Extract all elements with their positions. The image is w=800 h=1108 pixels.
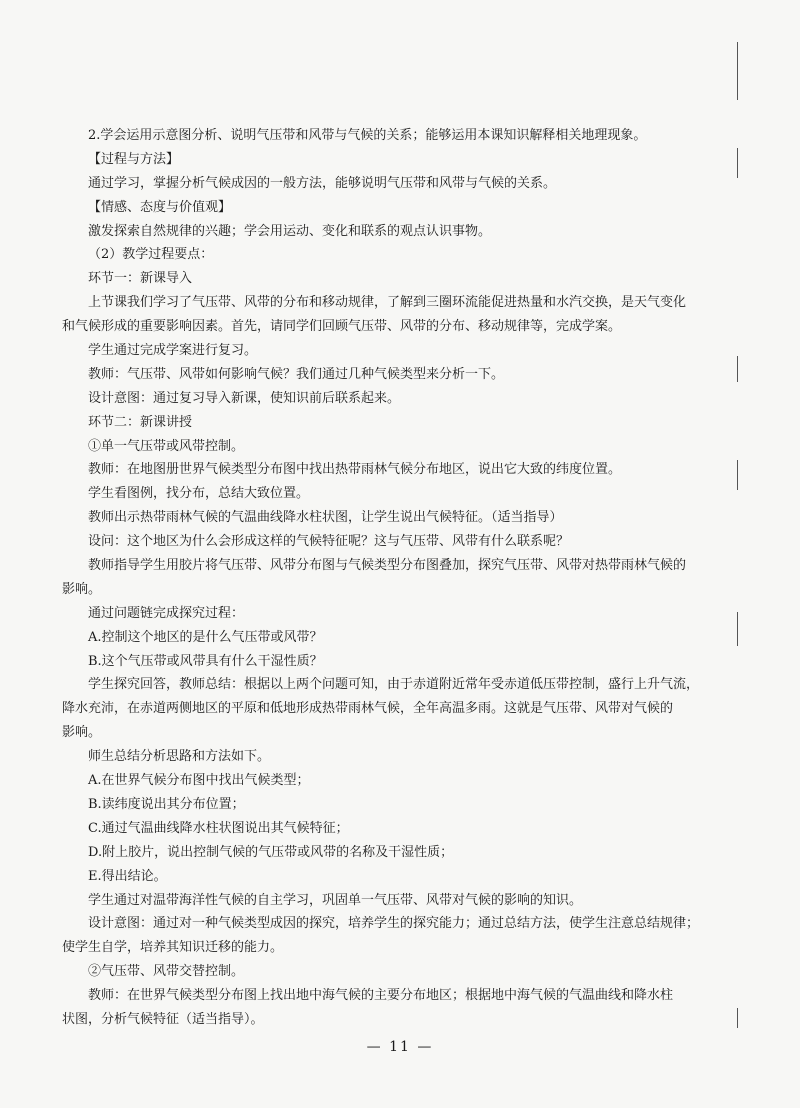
text-line: 学生探究回答，教师总结：根据以上两个问题可知，由于赤道附近常年受赤道低压带控制，盛行上升气流， — [88, 677, 700, 693]
text-line: 通过问题链完成探究过程： — [88, 605, 245, 621]
scan-mark — [737, 356, 738, 382]
text-line: 环节二：新课讲授 — [88, 414, 193, 430]
page-number: — 11 — — [366, 1039, 434, 1055]
text-line: 设计意图：通过对一种气候类型成因的探究，培养学生的探究能力；通过总结方法，使学生注意总结规律； — [88, 916, 700, 932]
text-line: E.得出结论。 — [88, 868, 167, 884]
text-line: B.读纬度说出其分布位置； — [88, 796, 245, 812]
text-line: B.这个气压带或风带具有什么干湿性质？ — [88, 653, 323, 669]
text-line: 使学生自学，培养其知识迁移的能力。 — [62, 940, 284, 956]
text-line: C.通过气温曲线降水柱状图说出其气候特征； — [88, 820, 349, 836]
text-line: 教师：气压带、风带如何影响气候？我们通过几种气候类型来分析一下。 — [88, 366, 505, 382]
text-line: 教师指导学生用胶片将气压带、风带分布图与气候类型分布图叠加，探究气压带、风带对热带雨林气候的 — [88, 558, 687, 574]
scan-mark — [737, 42, 738, 100]
text-line: 降水充沛，在赤道两侧地区的平原和低地形成热带雨林气候，全年高温多雨。这就是气压带、风带对气候的 — [62, 701, 674, 717]
scan-mark — [737, 612, 738, 646]
text-line: 激发探索自然规律的兴趣；学会用运动、变化和联系的观点认识事物。 — [88, 223, 492, 239]
scan-mark — [737, 460, 738, 490]
scan-mark — [737, 1008, 738, 1028]
body-text — [62, 124, 702, 1032]
text-line: 师生总结分析思路和方法如下。 — [88, 749, 271, 765]
text-line: 教师出示热带雨林气候的气温曲线降水柱状图，让学生说出气候特征。（适当指导） — [88, 510, 563, 526]
text-line: A.在世界气候分布图中找出气候类型； — [88, 773, 310, 789]
text-line: 环节一：新课导入 — [88, 271, 193, 287]
text-line: 通过学习，掌握分析气候成因的一般方法，能够说明气压带和风带与气候的关系。 — [88, 175, 557, 191]
text-line: （2）教学过程要点： — [88, 247, 214, 263]
text-line: ①单一气压带或风带控制。 — [88, 438, 245, 454]
text-line: 设问：这个地区为什么会形成这样的气候特征呢？这与气压带、风带有什么联系呢？ — [88, 534, 570, 550]
text-line: ②气压带、风带交替控制。 — [88, 964, 245, 980]
text-line: 教师：在地图册世界气候类型分布图中找出热带雨林气候分布地区，说出它大致的纬度位置。 — [88, 462, 622, 478]
text-line: 状图，分析气候特征（适当指导）。 — [62, 1011, 264, 1027]
text-line: 和气候形成的重要影响因素。首先，请同学们回顾气压带、风带的分布、移动规律等，完成学案。 — [62, 319, 622, 335]
text-line: 学生通过完成学案进行复习。 — [88, 343, 258, 359]
text-line: 学生看图例，找分布，总结大致位置。 — [88, 486, 310, 502]
text-line: A.控制这个地区的是什么气压带或风带？ — [88, 629, 323, 645]
text-line: D.附上胶片，说出控制气候的气压带或风带的名称及干湿性质； — [88, 844, 454, 860]
text-line: 学生通过对温带海洋性气候的自主学习，巩固单一气压带、风带对气候的影响的知识。 — [88, 892, 583, 908]
text-line: 【过程与方法】 — [88, 151, 180, 167]
text-line: 教师：在世界气候类型分布图上找出地中海气候的主要分布地区；根据地中海气候的气温曲线和降水柱 — [88, 988, 674, 1004]
text-line: 影响。 — [62, 725, 102, 741]
scan-mark — [737, 148, 738, 178]
text-line: 上节课我们学习了气压带、风带的分布和移动规律，了解到三圈环流能促进热量和水汽交换，是天气变化 — [88, 295, 687, 311]
text-line: 【情感、态度与价值观】 — [88, 199, 232, 215]
text-line: 设计意图：通过复习导入新课，使知识前后联系起来。 — [88, 390, 401, 406]
text-line: 影响。 — [62, 581, 102, 597]
text-line: 2.学会运用示意图分析、说明气压带和风带与气候的关系；能够运用本课知识解释相关地理现象。 — [88, 128, 647, 143]
